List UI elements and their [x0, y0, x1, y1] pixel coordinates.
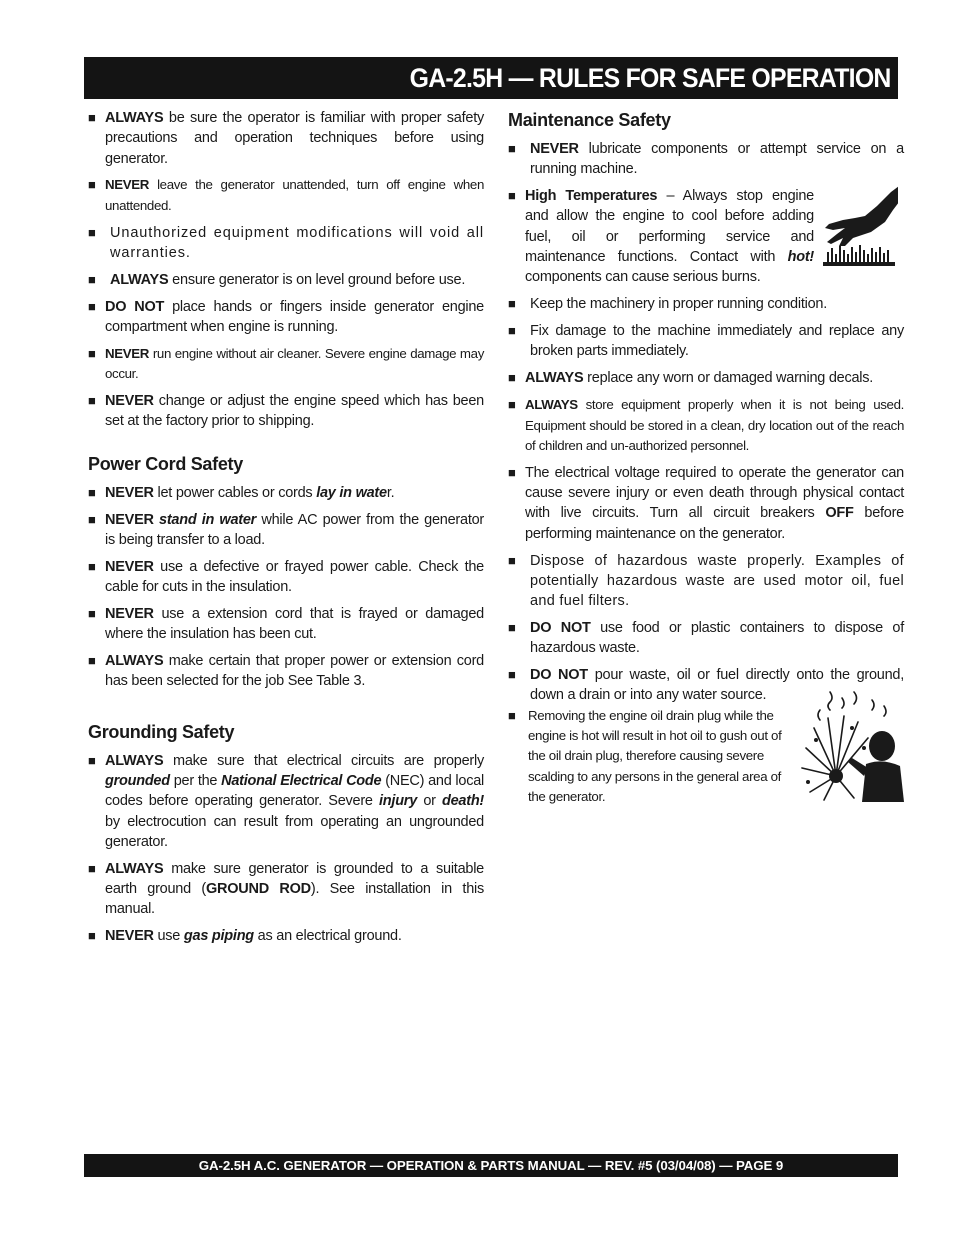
bullet-icon: ■ [508, 141, 516, 156]
bullet-icon: ■ [508, 323, 516, 339]
list-item: ■ Fix damage to the machine immediately and replace any broken parts immediately. [508, 323, 904, 360]
bullet-icon: ■ [88, 298, 96, 314]
list-item: ■ ALWAYS make sure that electrical circuits are properly grounded per the National Electrical Code (NEC) and local codes before operating generator. Severe injury or death! by electrocution can result from operating an ungrounded generator. [88, 752, 485, 850]
list-item: ■ NEVER change or adjust the engine speed which has been set at the factory prior to shipping. [88, 393, 484, 430]
bullet-icon: ■ [508, 707, 516, 723]
bullet-icon: ■ [508, 667, 516, 683]
bullet-icon: ■ [88, 177, 96, 193]
bullet-icon: ■ [88, 752, 96, 768]
list-item: ■ ALWAYS ensure generator is on level ground before use. [88, 270, 484, 290]
list-item: ■ Removing the engine oil drain plug while the engine is hot will result in hot oil to gush out of the oil drain plug, therefore causing severe scalding to any persons in the general area of the generator. [508, 707, 782, 804]
list-item: ■ ALWAYS replace any worn or damaged warning decals. [508, 368, 904, 388]
bullet-icon: ■ [88, 484, 96, 500]
section-title-grounding: Grounding Safety [88, 721, 235, 742]
bullet-icon: ■ [88, 605, 96, 621]
bullet-icon: ■ [88, 393, 96, 409]
bullet-icon: ■ [508, 552, 517, 568]
bullet-icon: ■ [88, 860, 96, 876]
bullet-icon: ■ [88, 345, 96, 361]
section-title-maintenance: Maintenance Safety [508, 110, 671, 130]
list-item: ■ NEVER run engine without air cleaner. Severe engine damage may occur. [88, 345, 484, 382]
page-title: GA-2.5H — RULES FOR SAFE OPERATION [409, 63, 891, 93]
list-item: ■ The electrical voltage required to operate the generator can cause severe injury or even death through physical contact with live circuits. Turn all circuit breakers OFF before performing maintenance on the generator. [508, 464, 904, 542]
bullet-icon: ■ [88, 224, 97, 240]
list-item: ■ NEVER let power cables or cords lay in water. [88, 483, 484, 503]
list-item: ■ NEVER leave the generator unattended, turn off engine when unattended. [88, 177, 484, 213]
bullet-icon: ■ [508, 397, 516, 413]
list-item: ■ NEVER use gas piping as an electrical ground. [88, 926, 484, 946]
list-item: ■ Keep the machinery in proper running condition. [508, 294, 904, 314]
list-item: ■ NEVER lubricate components or attempt service on a running machine. [508, 141, 904, 178]
list-item: ■ ALWAYS be sure the operator is familiar with proper safety precautions and operation techniques before using generator. [88, 110, 484, 167]
left-column [88, 108, 484, 953]
list-item: ■ High Temperatures – Always stop engine and allow the engine to cool before adding fuel, oil or performing service and maintenance functions. Contact with hot! components can cause serious burns. [508, 188, 814, 286]
bullet-icon: ■ [508, 296, 516, 312]
page-header [84, 57, 898, 99]
list-item: ■ DO NOT place hands or fingers inside generator engine compartment when engine is running. [88, 298, 484, 336]
list-item: ■ ALWAYS make certain that proper power or extension cord has been selected for the job See Table 3. [88, 653, 484, 690]
page-footer: GA-2.5H A.C. GENERATOR — OPERATION & PARTS MANUAL — REV. #5 (03/04/08) — PAGE 9 [84, 1154, 898, 1177]
list-item: ■ NEVER stand in water while AC power from the generator is being transfer to a load. [88, 511, 485, 548]
bullet-icon: ■ [508, 464, 516, 480]
list-item: ■ ALWAYS make sure generator is grounded to a suitable earth ground (GROUND ROD). See installation in this manual. [88, 860, 484, 918]
list-item: ■ DO NOT use food or plastic containers to dispose of hazardous waste. [508, 619, 904, 657]
list-item: ■ Dispose of hazardous waste properly. Examples of potentially hazardous waste are used motor oil, fuel and fuel filters. [508, 552, 904, 610]
list-item: ■ Unauthorized equipment modifications will void all warranties. [88, 224, 484, 261]
section-title-power-cord: Power Cord Safety [88, 453, 243, 474]
list-item: ■ NEVER use a defective or frayed power cable. Check the cable for cuts in the insulation. [88, 558, 484, 596]
list-item: ■ DO NOT pour waste, oil or fuel directly onto the ground, down a drain or into any water source. [508, 667, 904, 704]
bullet-icon: ■ [88, 271, 96, 287]
bullet-icon: ■ [508, 188, 516, 204]
list-item: ■ ALWAYS store equipment properly when it is not being used. Equipment should be stored in a clean, dry location out of the reach of children and un-authorized personnel. [508, 397, 904, 453]
bullet-icon: ■ [508, 370, 516, 386]
hot-oil-splash-icon [796, 688, 904, 802]
bullet-icon: ■ [88, 558, 96, 574]
bullet-icon: ■ [88, 110, 96, 125]
bullet-icon: ■ [88, 653, 96, 669]
bullet-icon: ■ [88, 928, 96, 944]
list-item: ■ NEVER use a extension cord that is frayed or damaged where the insulation has been cut. [88, 605, 484, 643]
bullet-icon: ■ [508, 619, 516, 635]
bullet-icon: ■ [88, 511, 96, 527]
hand-over-hot-surface-icon [815, 184, 898, 270]
